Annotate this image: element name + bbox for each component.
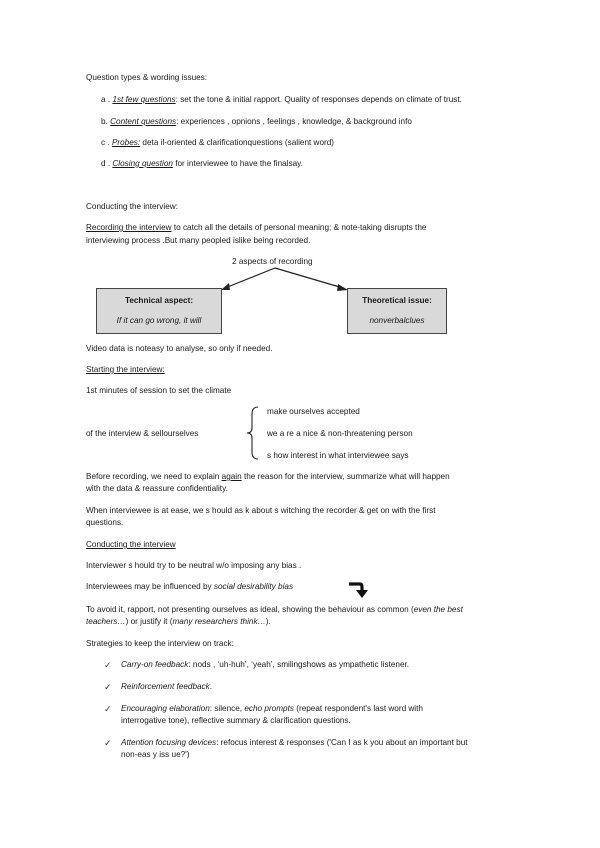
- video-note: Video data is noteasy to analyse, so only if needed.: [86, 344, 273, 353]
- strategy-item: [121, 737, 468, 749]
- description: : experiences , opnions , feelings , knowledge, & background info: [176, 117, 412, 126]
- at-ease-line2: questions.: [86, 518, 124, 527]
- checkmark-icon: ✓: [104, 704, 112, 714]
- brace-item: we a re a nice & non-threatening person: [267, 429, 413, 438]
- checkmark-icon: ✓: [104, 682, 112, 692]
- text: : refocus interest & responses ('Can I as k you about an important but: [216, 738, 468, 747]
- term: Carry-on feedback: [121, 660, 189, 669]
- avoid-line2: [86, 616, 271, 628]
- box-title: Theoretical issue:: [362, 296, 432, 305]
- example: teachers…: [86, 617, 126, 626]
- subheading-starting: Starting the interview:: [86, 365, 165, 374]
- text: To avoid it, rapport, not presenting ourselves as ideal, showing the behaviour as common (: [86, 605, 414, 614]
- term: Content questions: [110, 117, 177, 126]
- term: Probes:: [111, 138, 141, 147]
- list-item: [101, 158, 303, 170]
- list-item: [101, 94, 462, 106]
- section-heading-question-types: Question types & wording issues:: [86, 73, 208, 82]
- at-ease-line1: When interviewee is at ease, we s hould as k about s witching the recorder & get on with the first: [86, 506, 436, 515]
- starting-line2: of the interview & sellourselves: [86, 429, 199, 438]
- strategy-item: [121, 703, 423, 715]
- box-subtitle: nonverbalclues: [369, 316, 425, 325]
- text: to catch all the details of personal meaning; & note-taking disrupts the: [171, 223, 427, 232]
- brace-icon: [246, 406, 260, 460]
- box-subtitle: If it can go wrong, it will: [116, 316, 202, 325]
- example: even the best: [413, 605, 463, 614]
- text: Interviewees may be influenced by: [86, 582, 214, 591]
- text: ) or justify it (: [125, 617, 173, 626]
- before-recording-line1: [86, 471, 450, 483]
- diagram-title: 2 aspects of recording: [232, 257, 313, 266]
- brace-item: s how interest in what interviewee says: [267, 451, 409, 460]
- text: : silence,: [209, 704, 245, 713]
- list-item: [101, 116, 412, 128]
- before-recording-line2: with the data & reassure confidentiality.: [86, 484, 228, 493]
- emphasis: again: [221, 472, 242, 481]
- text: (repeat respondent's last word with: [293, 704, 423, 713]
- term: Closing question: [112, 159, 173, 168]
- box-title: Technical aspect:: [124, 296, 194, 305]
- diagram-arrows: [215, 266, 365, 296]
- list-letter: a .: [101, 95, 111, 104]
- list-letter: d .: [101, 159, 111, 168]
- subheading-conducting: Conducting the interview: [86, 540, 176, 549]
- text: : nods , ‘uh-huh’, ‘yeah’, smilingshows as ympathetic listener.: [188, 660, 410, 669]
- text: the reason for the interview, summarize what will happen: [241, 472, 450, 481]
- description: : set the tone & initial rapport. Quality of responses depends on climate of trust.: [175, 95, 462, 104]
- curved-arrow-icon: [347, 580, 369, 600]
- text: ).: [265, 617, 271, 626]
- checkmark-icon: ✓: [104, 738, 112, 748]
- term: Recording the interview: [86, 223, 172, 232]
- text: Before recording, we need to explain: [86, 472, 222, 481]
- starting-line1: 1st minutes of session to set the climate: [86, 386, 232, 395]
- strategies-line: Strategies to keep the interview on track:: [86, 639, 234, 648]
- brace-item: make ourselves accepted: [267, 407, 360, 416]
- term: Reinforcement feedback: [121, 682, 210, 691]
- term: echo prompts: [244, 704, 294, 713]
- checkmark-icon: ✓: [104, 660, 112, 670]
- theoretical-issue-box: [347, 288, 447, 334]
- paragraph-recording-line2: interviewing process .But many peopled islike being recorded.: [86, 236, 311, 245]
- example: many researchers think…: [172, 617, 266, 626]
- section-heading-conducting: Conducting the interview:: [86, 202, 178, 211]
- list-letter: b.: [101, 117, 108, 126]
- strategy-item: [121, 659, 409, 671]
- avoid-line1: [86, 604, 463, 616]
- strategy-item-line2: non-eas y iss ue?'): [121, 750, 190, 759]
- strategy-item-line2: interrogative tone), reflective summary & clarification questions.: [121, 716, 351, 725]
- term: 1st few questions: [112, 95, 176, 104]
- text: .: [209, 682, 213, 691]
- list-letter: c .: [101, 138, 110, 147]
- paragraph-recording: [86, 222, 426, 234]
- description: deta il-oriented & clarificationquestions (salient word): [140, 138, 335, 147]
- neutral-line: Interviewer s hould try to be neutral w/o imposing any bias .: [86, 561, 302, 570]
- influenced-line: [86, 581, 293, 593]
- strategy-item: [121, 681, 212, 693]
- term: Attention focusing devices: [121, 738, 217, 747]
- list-item: [101, 137, 334, 149]
- technical-aspect-box: [96, 288, 222, 334]
- term: social desirability bias: [213, 582, 294, 591]
- term: Encouraging elaboration: [121, 704, 210, 713]
- description: for interviewee to have the finalsay.: [172, 159, 303, 168]
